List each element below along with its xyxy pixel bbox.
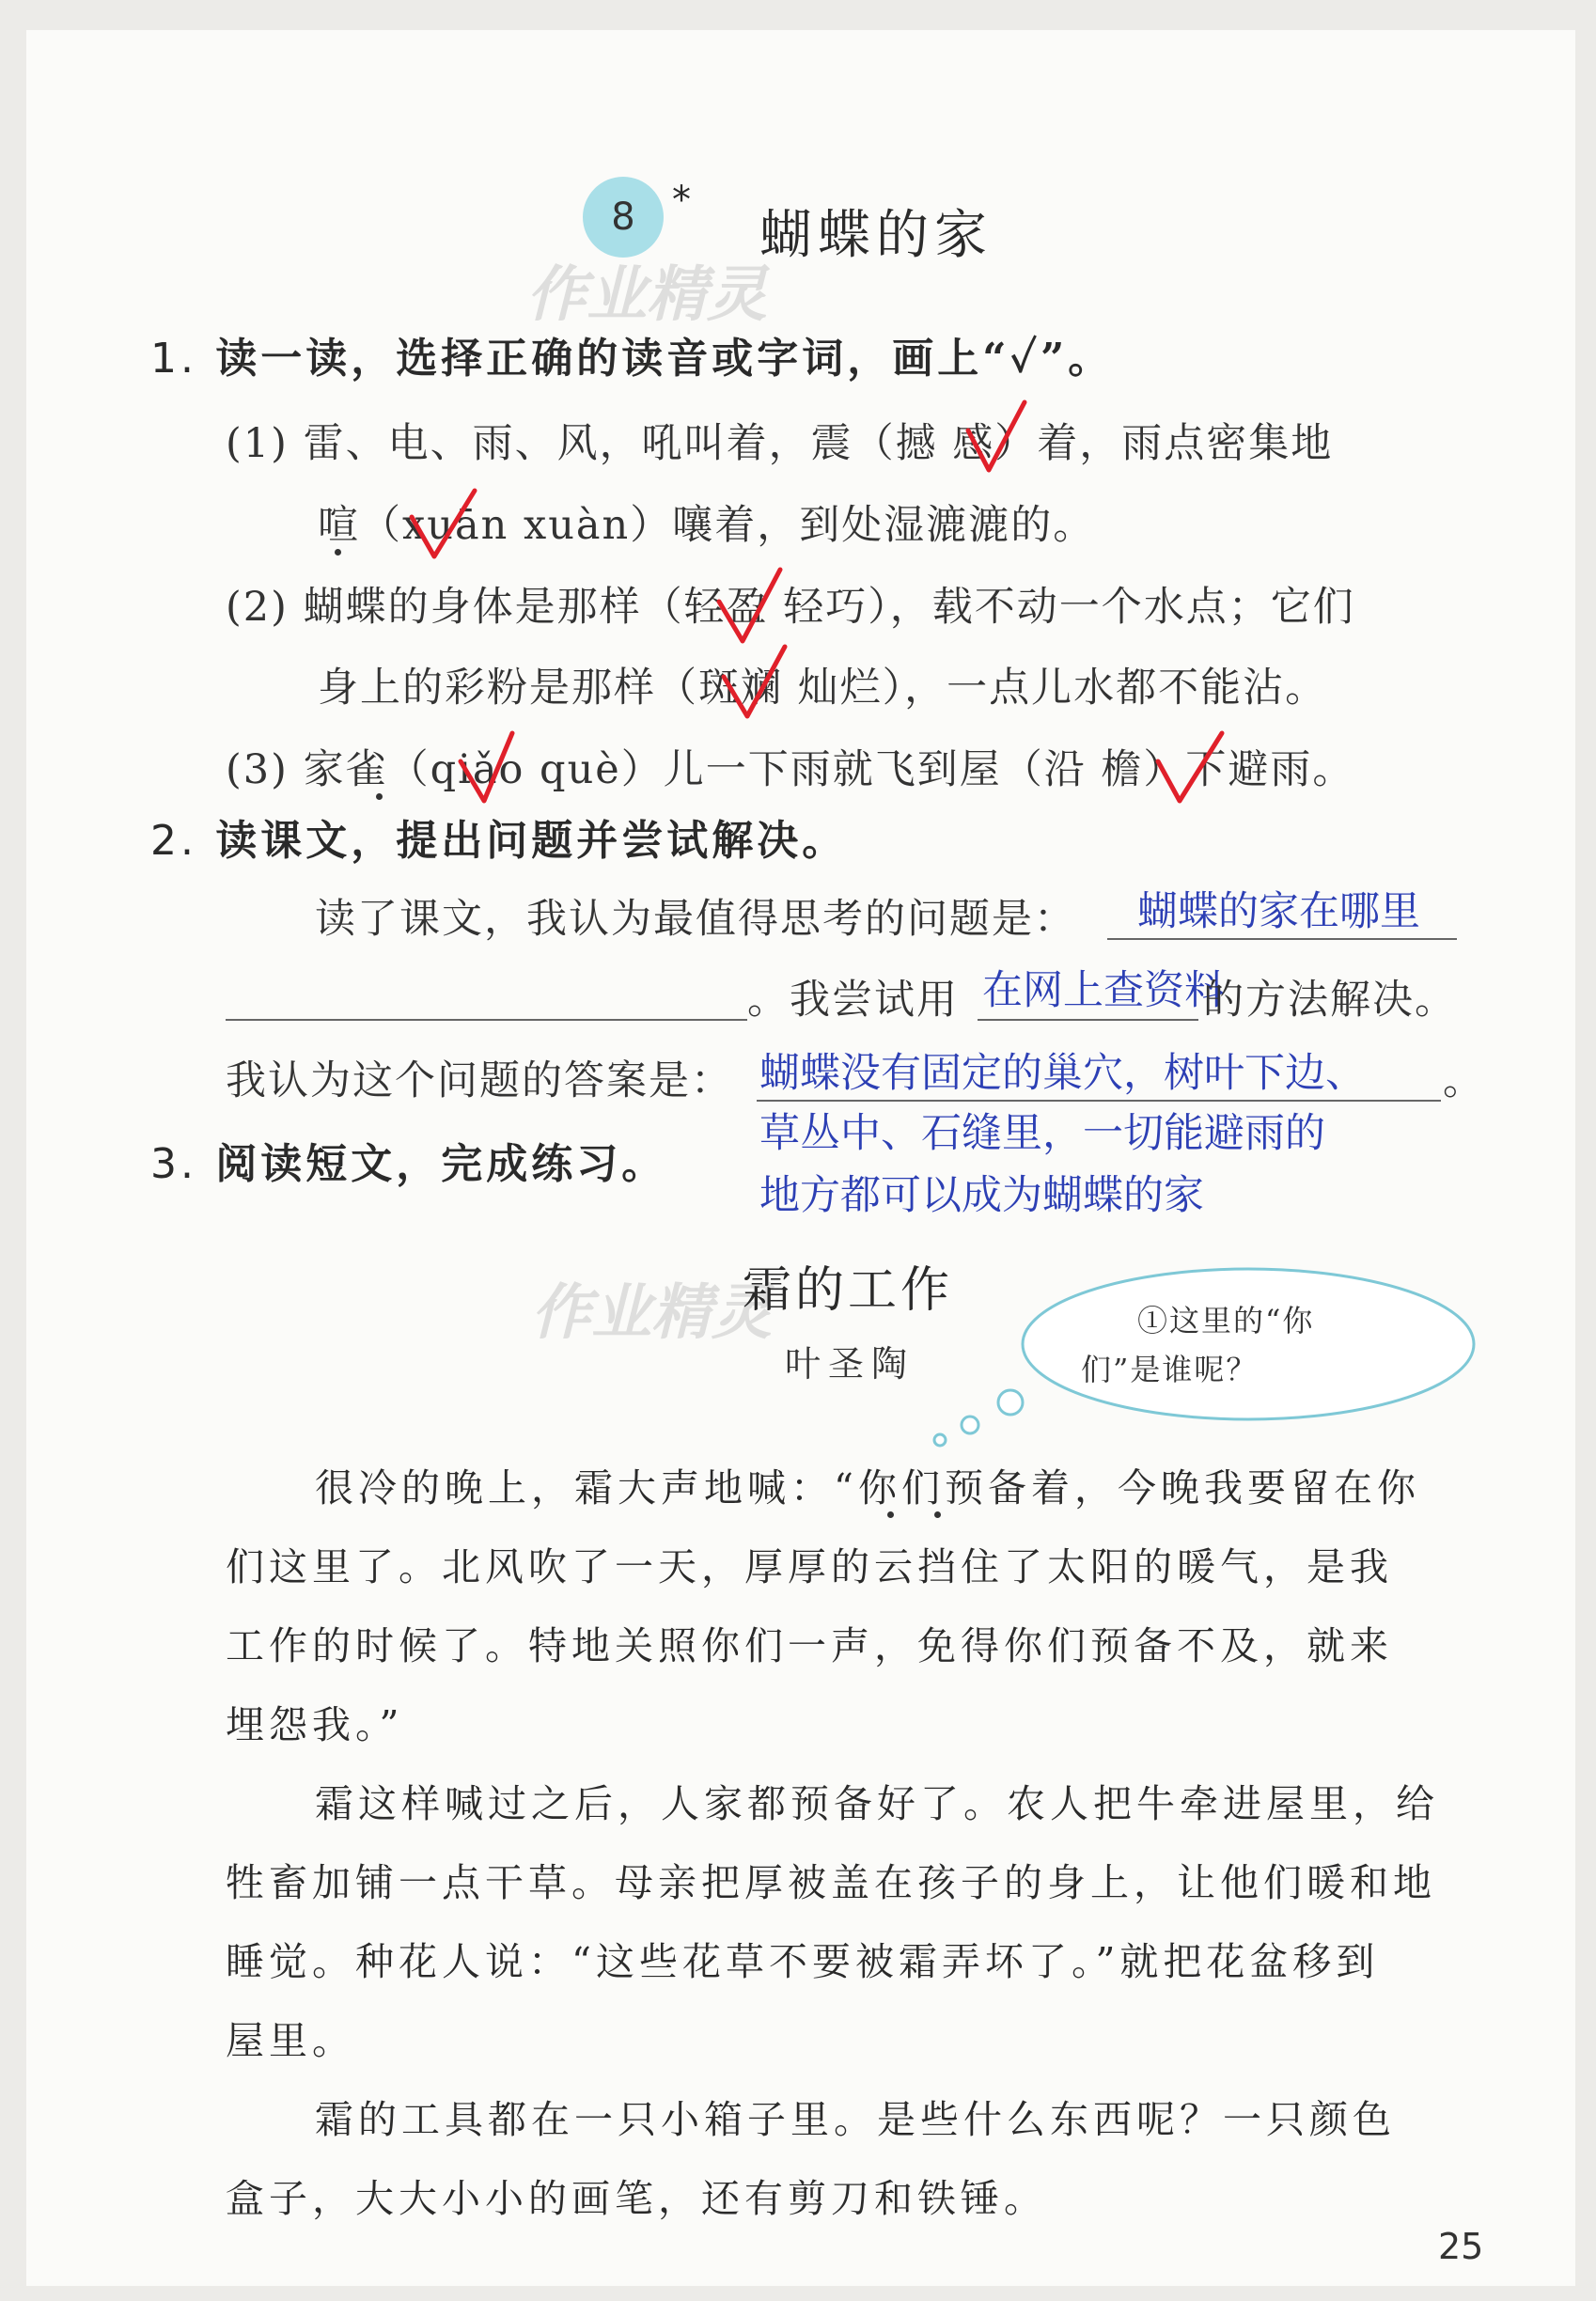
passage-line-9: 霜的工具都在一只小箱子里。是些什么东西呢？一只颜色 [315,2097,1396,2142]
lesson-star: * [672,179,691,222]
answer-method: 在网上查资料 [982,967,1225,1014]
q1-item2-line1: (2) 蝴蝶的身体是那样（轻盈 轻巧），载不动一个水点；它们 [226,584,1355,631]
answer-question: 蝴蝶的家在哪里 [1137,888,1420,935]
passage-line-1: 很冷的晚上，霜大声地喊：“你们预备着，今晚我要留在你 [315,1465,1420,1511]
thought-bubble [1023,1269,1474,1419]
q1-item2-line2: 身上的彩粉是那样（斑斓 灿烂），一点儿水都不能沾。 [318,665,1328,712]
q3-prompt: 阅读短文，完成练习。 [215,1140,667,1188]
passage-line-5: 霜这样喊过之后，人家都预备好了。农人把牛牵进屋里，给 [315,1781,1439,1826]
lesson-title: 蝴蝶的家 [759,205,993,266]
passage-line-3: 工作的时候了。特地关照你们一声，免得你们预备不及，就来 [226,1623,1393,1668]
q2-line1: 读了课文，我认为最值得思考的问题是： [315,896,1076,943]
watermark-passage: 作业精灵 [531,1278,772,1348]
thought-bubble-dot [934,1434,946,1446]
lesson-number: 8 [611,196,635,239]
check-mark-icon [724,647,785,716]
emphasis-dot [934,1511,941,1518]
check-mark-icon [1158,733,1222,801]
passage-line-4: 埋怨我。” [226,1702,404,1747]
q2-line3: 我认为这个问题的答案是： [226,1057,733,1104]
passage-line-10: 盒子，大大小小的画笔，还有剪刀和铁锤。 [226,2176,1047,2221]
q1-number: 1. [150,335,197,383]
answer-line-2: 草丛中、石缝里，一切能避雨的 [759,1110,1325,1157]
emphasis-dot [887,1511,894,1518]
q2-prompt: 读课文，提出问题并尝试解决。 [215,817,848,865]
q3-number: 3. [150,1140,197,1188]
thought-bubble-dot [962,1417,978,1433]
passage-title: 霜的工作 [743,1262,954,1319]
passage-line-8: 屋里。 [226,2018,355,2063]
answer-line-3: 地方都可以成为蝴蝶的家 [759,1172,1204,1219]
check-mark-icon [461,733,512,801]
q1-item3-line1: (3) 家雀（qiǎo què）儿一下雨就飞到屋（沿 檐）下避雨。 [226,746,1355,793]
q1-item1-line1: (1) 雷、电、雨、风，吼叫着，震（撼 感）着，雨点密集地 [226,420,1334,467]
check-mark-icon [719,570,780,641]
passage-author: 叶圣陶 [785,1343,915,1385]
passage-line-6: 牲畜加铺一点干草。母亲把厚被盖在孩子的身上，让他们暖和地 [226,1860,1436,1905]
q1-item1-line2: 喧（xuān xuàn）嚷着，到处湿漉漉的。 [318,502,1096,549]
q2-line2-suffix: 。我尝试用 [747,977,959,1024]
q2-line3-end: 。 [1443,1057,1485,1104]
passage-line-7: 睡觉。种花人说：“这些花草不要被霜弄坏了。”就把花盆移到 [226,1939,1380,1984]
passage-line-2: 们这里了。北风吹了一天，厚厚的云挡住了太阳的暖气，是我 [226,1544,1393,1589]
q2-number: 2. [150,817,197,865]
thought-bubble-dot [998,1390,1023,1415]
check-mark-icon [968,402,1025,470]
check-mark-icon [412,491,475,556]
watermark-top: 作业精灵 [526,260,767,330]
answer-line-1: 蝴蝶没有固定的巢穴，树叶下边、 [759,1050,1366,1097]
bubble-line-1: ①这里的“你 [1137,1303,1315,1338]
q1-prompt: 读一读，选择正确的读音或字词，画上“✓”。 [215,335,1114,383]
bubble-line-2: 们”是谁呢？ [1081,1352,1259,1387]
page-number: 25 [1438,2226,1484,2267]
q2-line2-end: 的方法解决。 [1203,977,1457,1024]
